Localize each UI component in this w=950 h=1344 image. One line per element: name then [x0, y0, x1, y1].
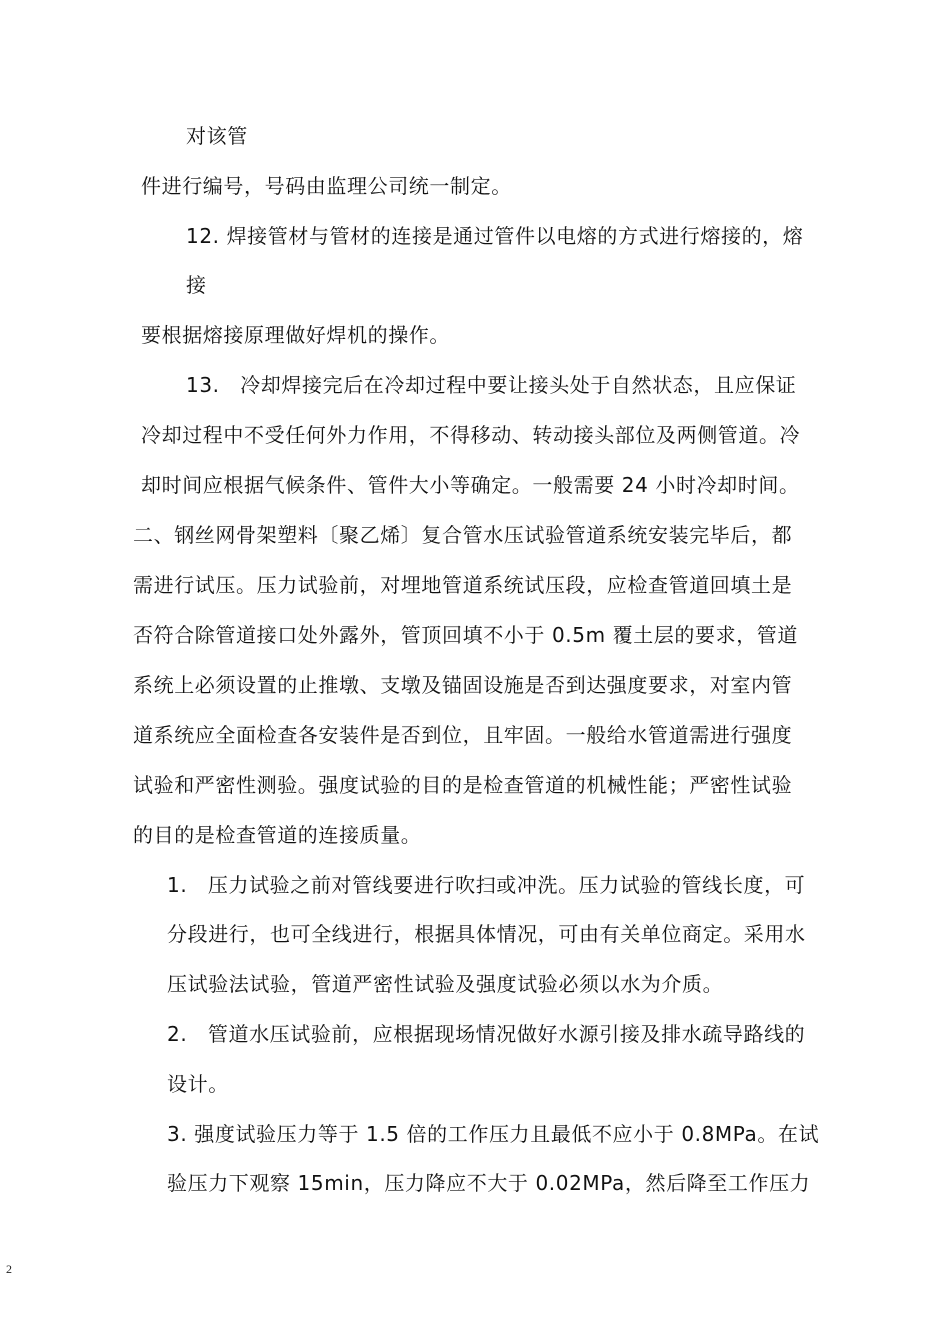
text-line: 12. 焊接管材与管材的连接是通过管件以电熔的方式进行熔接的，熔 [186, 224, 804, 248]
text-line: 压试验法试验，管道严密性试验及强度试验必须以水为介质。 [167, 972, 724, 996]
text-line: 否符合除管道接口处外露外，管顶回填不小于 0.5m 覆土层的要求，管道 [133, 623, 799, 647]
text-line: 3. 强度试验压力等于 1.5 倍的工作压力且最低不应小于 0.8MPa。在试 [167, 1122, 820, 1146]
text-line: 13. 冷却焊接完后在冷却过程中要让接头处于自然状态，且应保证 [186, 373, 797, 397]
text-line: 要根据熔接原理做好焊机的操作。 [141, 323, 450, 347]
text-line: 道系统应全面检查各安装件是否到位，且牢固。一般给水管道需进行强度 [133, 723, 793, 747]
text-line: 对该管 [186, 124, 248, 148]
page-number: 2 [6, 1262, 12, 1276]
text-line: 系统上必须设置的止推墩、支墩及锚固设施是否到达强度要求，对室内管 [133, 673, 793, 697]
text-line: 却时间应根据气候条件、管件大小等确定。一般需要 24 小时冷却时间。 [141, 473, 800, 497]
text-line: 设计。 [167, 1072, 229, 1096]
text-line: 1. 压力试验之前对管线要进行吹扫或冲洗。压力试验的管线长度，可 [167, 873, 806, 897]
text-line: 接 [186, 273, 207, 297]
text-line: 的目的是检查管道的连接质量。 [133, 823, 422, 847]
text-line: 验压力下观察 15min，压力降应不大于 0.02MPa，然后降至工作压力 [167, 1171, 811, 1195]
text-line: 2. 管道水压试验前，应根据现场情况做好水源引接及排水疏导路线的 [167, 1022, 806, 1046]
text-line: 分段进行，也可全线进行，根据具体情况，可由有关单位商定。采用水 [167, 922, 806, 946]
text-line: 二、钢丝网骨架塑料〔聚乙烯〕复合管水压试验管道系统安装完毕后，都 [133, 523, 793, 547]
text-line: 试验和严密性测验。强度试验的目的是检查管道的机械性能；严密性试验 [133, 773, 793, 797]
text-line: 冷却过程中不受任何外力作用，不得移动、转动接头部位及两侧管道。冷 [141, 423, 801, 447]
text-line: 需进行试压。压力试验前，对埋地管道系统试压段，应检查管道回填土是 [133, 573, 793, 597]
text-line: 件进行编号，号码由监理公司统一制定。 [141, 174, 512, 198]
